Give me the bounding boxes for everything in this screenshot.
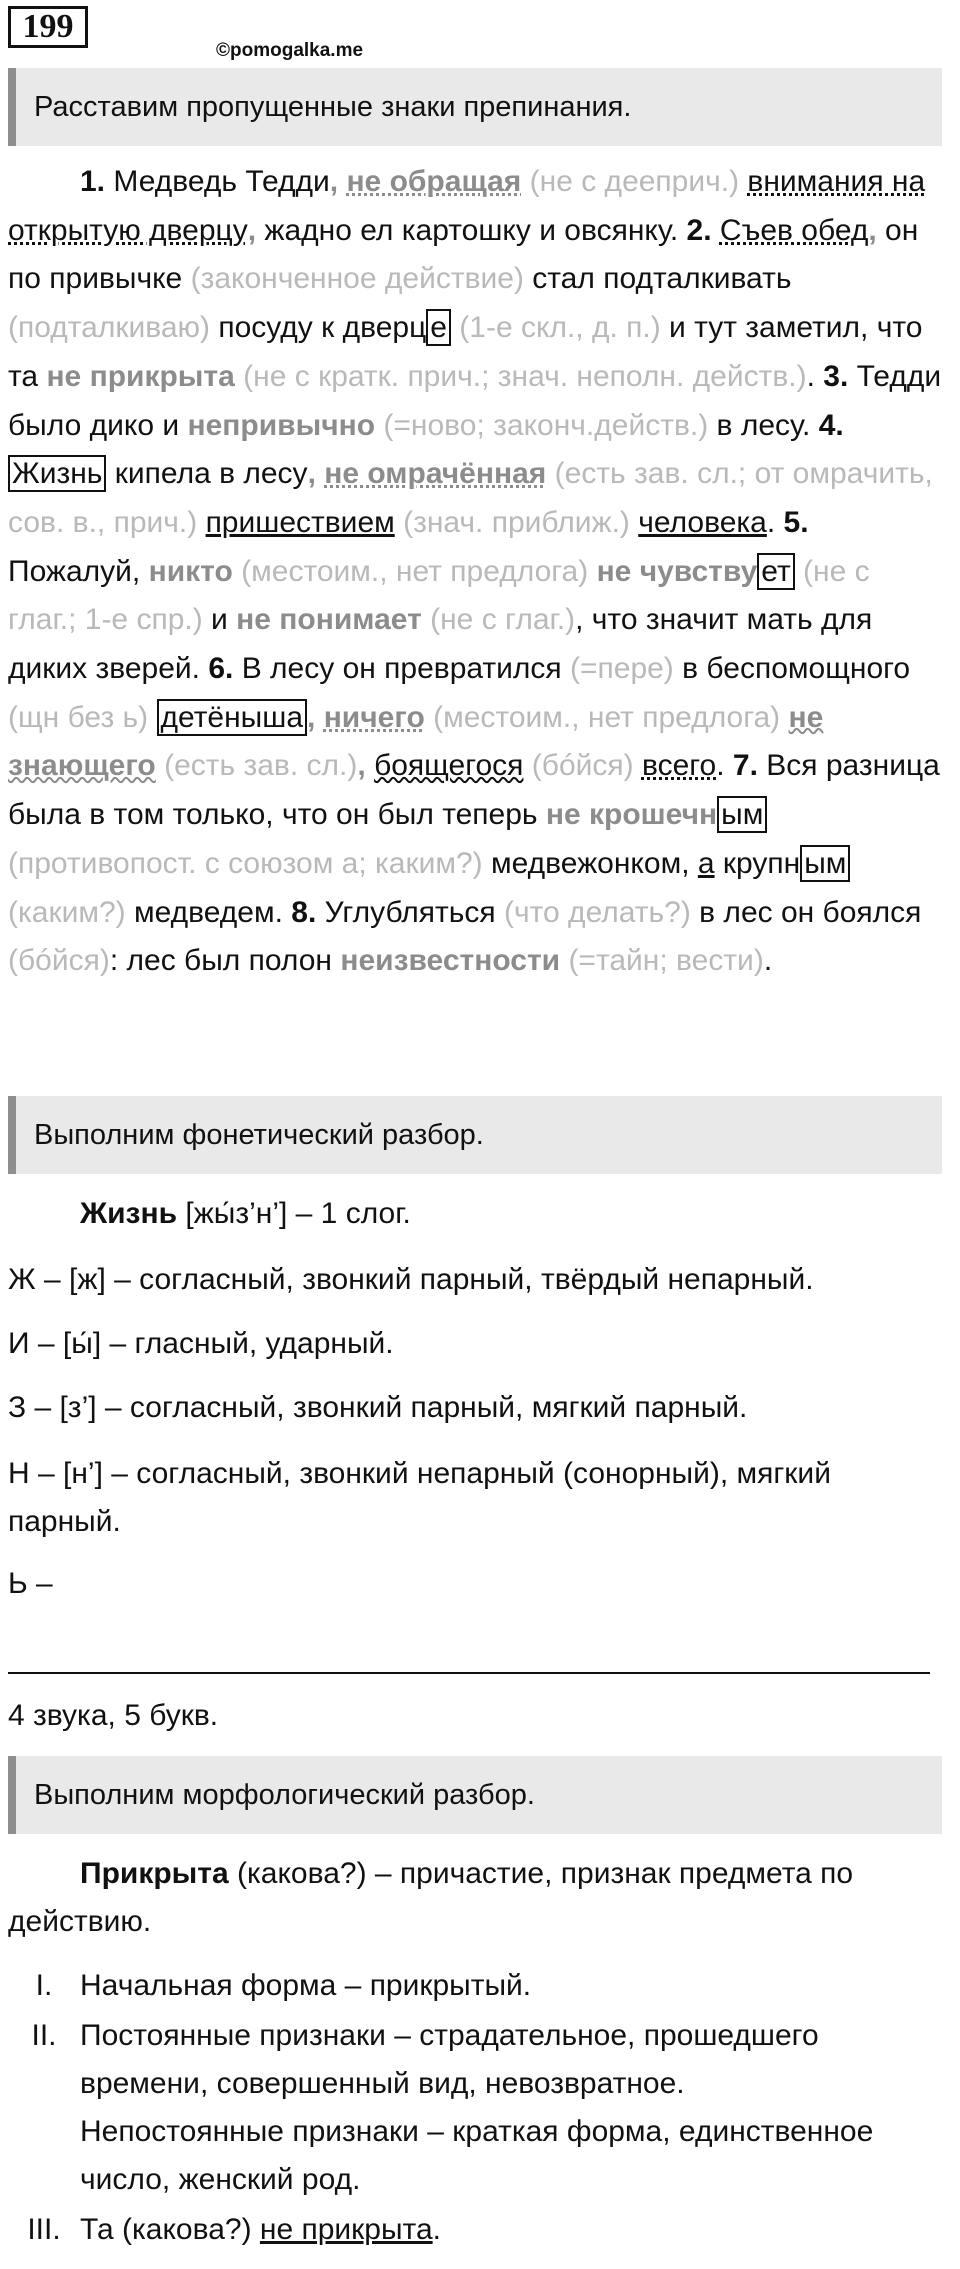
punctuation-mark: , bbox=[307, 457, 325, 491]
roman-numeral: II. bbox=[31, 2019, 57, 2052]
underlined-word: а bbox=[697, 846, 715, 880]
text-run bbox=[422, 603, 430, 636]
boxed-word: Жизнь bbox=[8, 455, 106, 492]
text-run bbox=[197, 506, 205, 539]
text-run bbox=[795, 555, 803, 588]
text-run bbox=[546, 457, 554, 490]
text-run bbox=[588, 555, 596, 588]
highlighted-word: не понимает bbox=[236, 603, 422, 637]
grammar-note: (местоим., нет предлога) bbox=[241, 554, 589, 588]
text-run: , что значит мать для диких зверей. bbox=[8, 603, 873, 686]
transcription: [жы́з’н’] – 1 слог. bbox=[177, 1197, 411, 1230]
underlined-word: всего bbox=[641, 749, 717, 783]
grammar-note: (=ново; законч.действ.) bbox=[383, 408, 709, 442]
sentence-number: 3. bbox=[823, 359, 849, 393]
section-header-phonetic: Выполним фонетический разбор. bbox=[8, 1096, 942, 1174]
text-run: . bbox=[432, 2213, 441, 2246]
grammar-note: (не с глаг.; 1-е спр.) bbox=[8, 554, 870, 637]
text-run: он по привычке bbox=[8, 213, 919, 296]
text-run: кипела в лесу bbox=[106, 457, 308, 491]
boxed-word: детёныша bbox=[157, 699, 308, 736]
morph-intro-text: (какова?) – причастие, признак предмета по действию. bbox=[8, 1857, 854, 1938]
highlighted-word: не омрачённая bbox=[324, 457, 547, 491]
text-run: : лес был полон bbox=[109, 944, 341, 978]
phonetic-header bbox=[8, 1190, 938, 1238]
participle-phrase: Съев обед bbox=[719, 213, 869, 247]
text-run: . bbox=[806, 359, 824, 393]
text-run bbox=[315, 701, 323, 734]
text-run: Пожалуй, bbox=[8, 554, 149, 588]
analysed-word: Жизнь bbox=[80, 1197, 178, 1230]
text-run: Тедди было дико и bbox=[8, 359, 942, 442]
boxed-ending: ым bbox=[800, 845, 850, 882]
phonetic-row: З – [з’] – согласный, звонкий парный, мягкий парный. bbox=[8, 1391, 748, 1424]
grammar-note: (1-е скл., д. п.) bbox=[459, 311, 661, 345]
grammar-note: (что делать?) bbox=[504, 895, 691, 929]
sentence-number: 4. bbox=[818, 408, 844, 442]
text-run: Вся разница была в том только, что он был теперь bbox=[8, 749, 940, 832]
text-run: и тут заметил, что та bbox=[8, 311, 923, 393]
grammar-note: (законченное действие) bbox=[190, 262, 524, 296]
text-run bbox=[780, 701, 788, 734]
grammar-note: (=тайн; вести) bbox=[568, 944, 764, 978]
phonetic-summary: 4 звука, 5 букв. bbox=[8, 1699, 219, 1732]
highlighted-word: не крошечн bbox=[545, 798, 718, 832]
highlighted-word: не чувству bbox=[596, 554, 758, 588]
text-run: Та (какова?) bbox=[80, 2213, 260, 2246]
text-run: В лесу он превратился bbox=[233, 652, 570, 686]
punctuation-mark: , bbox=[868, 213, 877, 247]
highlighted-word: не знающего bbox=[8, 700, 824, 783]
morph-item-text: Начальная форма – прикрытый. bbox=[80, 1969, 532, 2002]
highlighted-word: непривычно bbox=[187, 408, 376, 442]
phonetic-row: И – [ы́] – гласный, ударный. bbox=[8, 1327, 394, 1360]
highlighted-word: никто bbox=[148, 554, 233, 588]
grammar-note: (бóйся) bbox=[8, 944, 110, 978]
text-run bbox=[148, 701, 156, 734]
sentence-number: 1. bbox=[80, 165, 106, 198]
text-run: крупн bbox=[714, 846, 801, 880]
participle-phrase: внимания на открытую дверцу bbox=[8, 165, 926, 247]
boxed-ending: ет bbox=[757, 553, 794, 590]
highlighted-word: неизвестности bbox=[340, 944, 561, 978]
morph-item bbox=[8, 2108, 942, 2204]
punctuation-mark: , bbox=[307, 700, 316, 734]
grammar-note: (=пере) bbox=[570, 652, 674, 686]
grammar-note: (не с глаг.) bbox=[430, 603, 576, 637]
phonetic-row: Н – [н’] – согласный, звонкий непарный (сонорный), мягкий парный. bbox=[8, 1457, 831, 1538]
exercise-paragraph bbox=[8, 158, 942, 986]
phonetic-row: Ж – [ж] – согласный, звонкий парный, твёрдый непарный. bbox=[8, 1263, 814, 1296]
morph-item-text: Постоянные признаки – страдательное, прошедшего времени, совершенный вид, невозвратное. bbox=[80, 2019, 819, 2100]
text-run: в лес он боялся bbox=[690, 895, 922, 929]
text-run: стал подталкивать bbox=[523, 262, 792, 296]
exercise-number: 199 bbox=[8, 6, 88, 48]
grammar-note: (подталкиваю) bbox=[8, 311, 211, 345]
exercise-text bbox=[8, 158, 942, 986]
grammar-note: (не с кратк. прич.; знач. неполн. действ.) bbox=[243, 359, 807, 393]
sentence-number: 2. bbox=[686, 213, 712, 247]
boxed-ending: ым bbox=[717, 796, 767, 833]
boxed-ending: е bbox=[426, 309, 451, 346]
text-run bbox=[366, 749, 374, 782]
text-run bbox=[235, 360, 243, 393]
participle-word: боящегося bbox=[374, 749, 524, 783]
sentence-number: 6. bbox=[208, 652, 234, 686]
text-run: . bbox=[716, 749, 733, 783]
text-run: . bbox=[766, 505, 784, 539]
grammar-note: (местоим., нет предлога) bbox=[433, 700, 781, 734]
text-run: и bbox=[202, 603, 237, 637]
punctuation-mark: , bbox=[329, 165, 347, 198]
participle-phrase-start: не обращая bbox=[346, 165, 522, 198]
punctuation-mark: , bbox=[357, 749, 366, 783]
roman-numeral: III. bbox=[27, 2213, 61, 2246]
text-run bbox=[395, 506, 403, 539]
site-watermark: ©pomogalka.me bbox=[216, 40, 364, 61]
underlined-word: пришествием bbox=[205, 505, 395, 539]
underlined-word: не прикрыта bbox=[259, 2213, 433, 2246]
text-run: жадно ел картошку и овсянку. bbox=[256, 213, 687, 247]
section-header-morphological: Выполним морфологический разбор. bbox=[8, 1756, 942, 1834]
morph-item-text bbox=[80, 2206, 920, 2254]
punctuation-mark: , bbox=[247, 213, 257, 247]
roman-numeral: I. bbox=[35, 1969, 53, 2002]
grammar-note: (бóйся) bbox=[531, 749, 634, 783]
grammar-note: (противопост. с союзом а; каким?) bbox=[8, 846, 483, 880]
text-run bbox=[523, 749, 531, 782]
phonetic-row: Ь – bbox=[8, 1567, 53, 1600]
grammar-note: (есть зав. сл.; от омрачить, сов. в., прич.) bbox=[8, 457, 933, 539]
grammar-note: (щн без ь) bbox=[8, 700, 149, 734]
grammar-note: (есть зав. сл.) bbox=[164, 749, 358, 783]
text-run bbox=[233, 555, 241, 588]
text-run: медведем. bbox=[125, 895, 292, 929]
text-run: . bbox=[763, 944, 773, 978]
text-run bbox=[630, 506, 638, 539]
sentence-number: 5. bbox=[783, 505, 809, 539]
morph-item bbox=[8, 1962, 942, 2010]
grammar-note: (каким?) bbox=[8, 895, 126, 929]
text-run bbox=[634, 749, 642, 782]
morph-item bbox=[8, 2012, 942, 2108]
morph-item bbox=[8, 2206, 942, 2254]
morph-item-text: Непостоянные признаки – краткая форма, единственное число, женский род. bbox=[80, 2115, 874, 2196]
sentence-number: 8. bbox=[291, 895, 317, 929]
divider bbox=[8, 1672, 930, 1674]
highlighted-word: ничего bbox=[323, 700, 425, 734]
analysed-word: Прикрыта bbox=[80, 1857, 229, 1890]
underlined-word: человека bbox=[638, 505, 767, 539]
sentence-number: 7. bbox=[732, 749, 758, 783]
text-run: Углубляться bbox=[316, 895, 505, 929]
text-run bbox=[425, 701, 433, 734]
grammar-note: (знач. приближ.) bbox=[403, 505, 630, 539]
morph-intro bbox=[8, 1850, 938, 1946]
section-header-punctuation: Расставим пропущенные знаки препинания. bbox=[8, 68, 942, 146]
text-run: в лесу. bbox=[708, 408, 819, 442]
text-run: Медведь Тедди bbox=[113, 165, 330, 198]
text-run: посуду к дверц bbox=[210, 311, 427, 345]
text-run bbox=[156, 749, 164, 782]
grammar-note: (не с дееприч.) bbox=[521, 165, 748, 198]
text-run: медвежонком, bbox=[482, 846, 698, 880]
text-run: в беспомощного bbox=[673, 652, 911, 686]
highlighted-word: не прикрыта bbox=[46, 359, 235, 393]
